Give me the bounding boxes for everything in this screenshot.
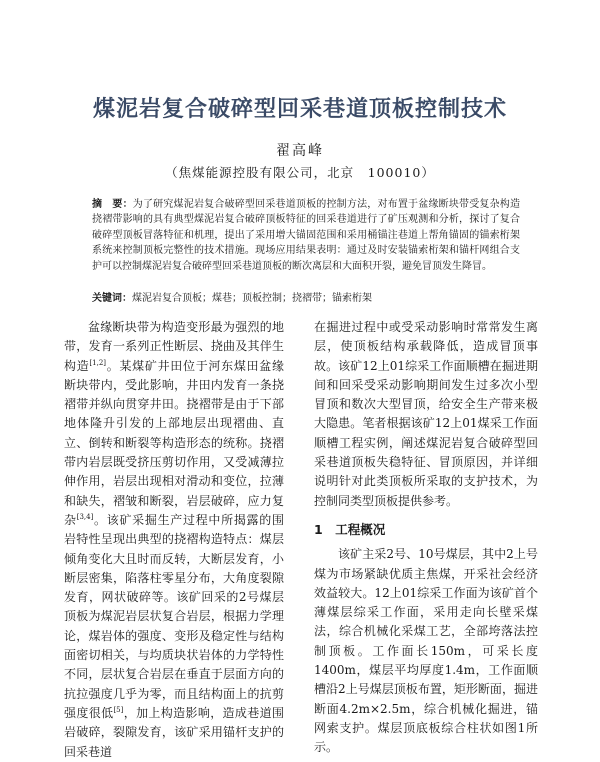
keywords — [92, 291, 520, 306]
paper-title: 煤泥岩复合破碎型回采巷道顶板控制技术 — [92, 97, 507, 122]
keywords-text: 煤泥岩复合顶板；煤巷；顶板控制；挠褶带；锚索桁架 — [132, 293, 372, 304]
section-heading: 1 工程概况 — [314, 521, 386, 537]
body-column-right — [314, 318, 538, 758]
text-run: ，加上构造影响，造成巷道围岩破碎，裂隙发育，该矿采用锚杆支护的回采巷道 — [64, 705, 284, 759]
author-name: 翟高峰 — [276, 143, 324, 159]
abstract-label: 摘 要： — [92, 199, 133, 210]
body-paragraph — [64, 318, 284, 762]
text-run: 。该矿采掘生产过程中所揭露的围岩特性呈现出典型的挠褶构造特点：煤层倾角变化大且时而反转，大断层发育，小断层密集，陷落柱零星分布，大角度裂隙发育，网状破碎等。该矿回采的2号煤层顶板为煤泥岩层状复合岩层，根据力学理论，煤岩体的强度、变形及稳定性与结构面密切相关，与均质块状岩体的力学特性不同，层状复合岩层在垂直于层面方向的抗拉强度几乎为零，而且结构面上的抗剪强度很低 — [64, 512, 284, 720]
body-column-left — [64, 318, 284, 762]
keywords-label: 关键词： — [92, 293, 132, 304]
citation-ref: [1,2] — [89, 358, 107, 367]
body-paragraph: 该矿主采2号、10号煤层，其中2上号煤为市场紧缺优质主焦煤，开采社会经济效益较大。12上01综采工作面为该矿首个薄煤层综采工作面，采用走向长壁采煤法，综合机械化采煤工艺，全部垮落法控制顶板。工作面长150m，可采长度1400m，煤层平均厚度1.4m，工作面顺槽沿2上号煤层顶板布置，矩形断面，掘进断面4.2m×2.5m，综合机械化掘进，锚网索支护。煤层顶底板综合柱状如图1所示。 — [314, 547, 538, 755]
abstract-text: 为了研究煤泥岩复合破碎型回采巷道顶板的控制方法，对布置于盆缘断块带受复杂构造挠褶带影响的具有典型煤泥岩复合破碎顶板特征的回采巷道进行了矿压观测和分析，探讨了复合破碎型顶板冒落特征和机理，提出了采用增大锚固范围和采用桶锚注巷道上帮角锚固的锚索桁架系统来控制顶板完整性的技术措施。现场应用结果表明：通过及时安装锚索桁架和锚杆网组合支护可以控制煤泥岩复合破碎型回采巷道顶板的断次离层和大面积开裂，避免冒顶发生降冒。 — [92, 199, 521, 272]
author-affiliation: （焦煤能源控股有限公司，北京 100010） — [165, 165, 435, 180]
text-run: 盆缘断块带为构造变形最为强烈的地带，发育一系列正性断层、挠曲及其伴生构造 — [64, 320, 284, 373]
text-run: 。某煤矿井田位于河东煤田盆缘断块带内，受此影响，井田内发育一条挠褶带并纵向贯穿井田。挠褶带是由于下部地体隆升引发的上部地层出现褶曲、直立、倒转和断裂等构造形态的统称。挠褶带内岩层既受挤压剪切作用，又受减薄拉伸作用，岩层出现相对滑动和变位，拉薄和缺失，褶皱和断裂，岩层破碎，应力复杂 — [64, 358, 284, 527]
citation-ref: [3,4] — [76, 512, 94, 521]
abstract — [92, 197, 520, 274]
citation-ref: [5] — [113, 705, 124, 714]
body-paragraph: 在掘进过程中或受采动影响时常常发生离层，使顶板结构承载降低，造成冒顶事故。该矿12上01综采工作面顺槽在掘进期间和回采受采动影响期间发生过多次小型冒顶和数次大型冒顶，给安全生产带来极大隐患。笔者根据该矿12上01煤采工作面顺槽工程实例，阐述煤泥岩复合破碎型回采巷道顶板失稳特征、冒顶原因，并详细说明针对此类顶板所采取的支护技术，为控制同类型顶板提供参考。 — [314, 320, 538, 508]
